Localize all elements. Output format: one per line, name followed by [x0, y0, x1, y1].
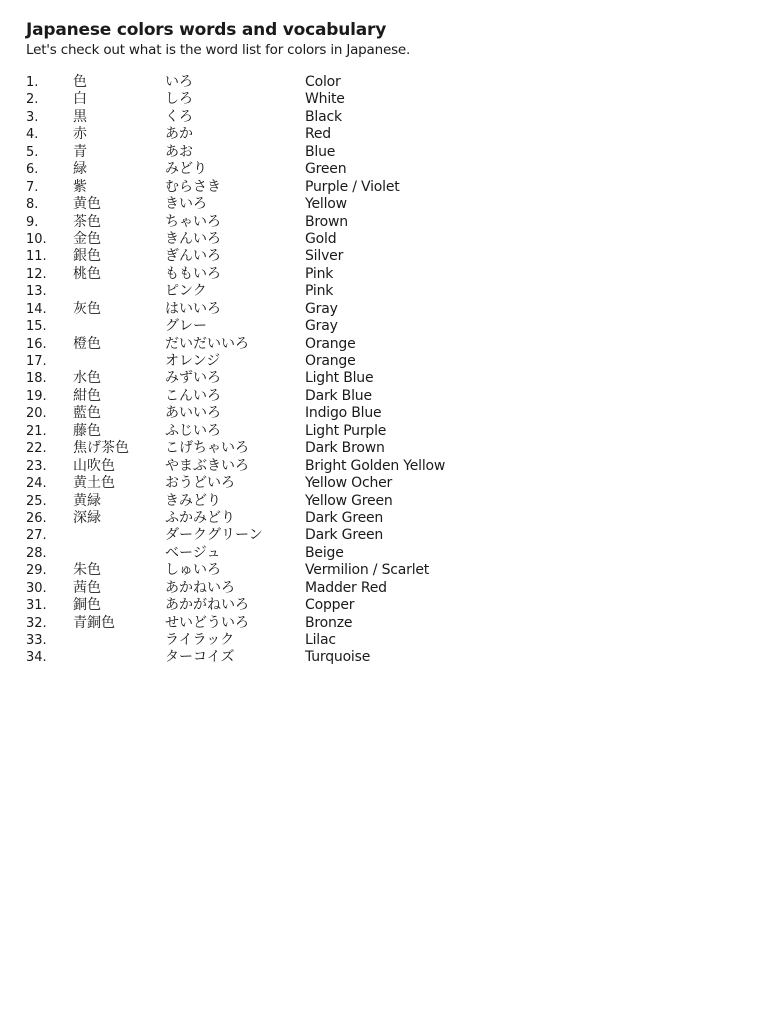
- item-english: Color: [305, 74, 341, 90]
- item-kanji: 白: [73, 91, 87, 108]
- item-number: 10.: [26, 231, 47, 247]
- item-english: Vermilion / Scarlet: [305, 562, 430, 579]
- item-kana: みずいろ: [165, 370, 221, 387]
- item-kanji: 青銅色: [73, 614, 115, 631]
- item-kana: せいどういろ: [165, 614, 249, 631]
- document-page: [26, 18, 746, 666]
- item-kanji: 深緑: [73, 509, 101, 526]
- item-number: 34.: [26, 650, 47, 666]
- item-kanji: 灰色: [73, 300, 101, 317]
- item-kanji: 山吹色: [73, 457, 115, 474]
- item-kanji: 茜色: [73, 579, 101, 596]
- item-kana: ダークグリーン: [165, 527, 263, 544]
- item-kana: きみどり: [165, 492, 221, 509]
- item-kana: しろ: [165, 91, 193, 108]
- list-item: [26, 615, 746, 632]
- list-item: [26, 562, 746, 579]
- item-kana: こんいろ: [165, 387, 221, 404]
- item-kanji: 色: [73, 74, 87, 90]
- item-english: Yellow Green: [305, 492, 393, 509]
- item-kanji: 藤色: [73, 422, 101, 439]
- item-kana: あいいろ: [165, 405, 221, 422]
- item-number: 16.: [26, 336, 47, 352]
- item-english: Dark Brown: [305, 440, 385, 457]
- item-number: 1.: [26, 75, 39, 90]
- list-item: [26, 74, 746, 91]
- item-english: Silver: [305, 248, 344, 265]
- item-kana: ふかみどり: [165, 509, 235, 526]
- item-kana: こげちゃいろ: [165, 440, 249, 457]
- item-kanji: 水色: [73, 370, 101, 387]
- item-kana: あか: [165, 126, 193, 143]
- item-number: 27.: [26, 528, 47, 544]
- item-english: White: [305, 91, 345, 108]
- item-kanji: 黄色: [73, 196, 101, 213]
- item-number: 28.: [26, 545, 47, 561]
- item-number: 31.: [26, 598, 47, 614]
- item-kanji: 黄緑: [73, 492, 101, 509]
- item-english: Purple / Violet: [305, 178, 400, 195]
- list-item: [26, 214, 746, 231]
- item-kana: ライラック: [165, 632, 235, 648]
- item-number: 25.: [26, 493, 47, 509]
- list-item: [26, 91, 746, 108]
- list-item: [26, 318, 746, 335]
- item-kana: ぎんいろ: [165, 248, 221, 265]
- item-kana: グレー: [165, 318, 207, 335]
- list-item: [26, 423, 746, 440]
- list-item: [26, 353, 746, 370]
- page-title: Japanese colors words and vocabulary: [26, 20, 387, 40]
- item-english: Bronze: [305, 614, 353, 631]
- item-english: Yellow: [305, 196, 347, 213]
- item-kana: きんいろ: [165, 230, 221, 247]
- item-number: 21.: [26, 423, 47, 439]
- list-item: [26, 266, 746, 283]
- item-number: 22.: [26, 441, 47, 457]
- item-english: Green: [305, 161, 347, 178]
- list-item: [26, 196, 746, 213]
- item-english: Yellow Ocher: [305, 475, 393, 492]
- item-number: 33.: [26, 633, 47, 648]
- list-item: [26, 179, 746, 196]
- item-number: 9.: [26, 214, 39, 230]
- list-item: [26, 493, 746, 510]
- item-number: 14.: [26, 301, 47, 317]
- item-number: 6.: [26, 162, 39, 178]
- item-number: 12.: [26, 266, 47, 282]
- item-kanji: 緑: [73, 161, 87, 178]
- item-number: 30.: [26, 580, 47, 596]
- item-english: Pink: [305, 265, 334, 282]
- item-kana: オレンジ: [165, 353, 221, 369]
- item-number: 5.: [26, 144, 39, 160]
- item-english: Dark Green: [305, 527, 384, 544]
- item-number: 20.: [26, 406, 47, 422]
- item-kanji: 金色: [73, 230, 101, 247]
- item-number: 19.: [26, 388, 47, 404]
- item-kana: ベージュ: [165, 544, 221, 561]
- item-kana: いろ: [165, 74, 193, 90]
- item-english: Gold: [305, 230, 337, 247]
- item-kana: やまぶきいろ: [165, 457, 249, 474]
- item-kana: ふじいろ: [165, 422, 221, 439]
- item-kana: おうどいろ: [165, 475, 235, 492]
- item-english: Light Purple: [305, 422, 387, 439]
- item-kanji: 黄土色: [73, 475, 115, 492]
- item-number: 24.: [26, 476, 47, 492]
- item-english: Orange: [305, 335, 356, 352]
- item-number: 29.: [26, 563, 47, 579]
- list-item: [26, 405, 746, 422]
- item-kanji: 焦げ茶色: [73, 440, 129, 457]
- list-item: [26, 231, 746, 248]
- item-kanji: 紫: [73, 178, 87, 195]
- item-kana: ターコイズ: [165, 649, 235, 666]
- item-kanji: 赤: [73, 126, 87, 143]
- item-number: 15.: [26, 319, 47, 335]
- item-number: 4.: [26, 127, 39, 143]
- list-item: [26, 580, 746, 597]
- item-english: Gray: [305, 300, 338, 317]
- item-english: Red: [305, 126, 331, 143]
- item-english: Blue: [305, 143, 336, 160]
- list-item: [26, 388, 746, 405]
- list-item: [26, 475, 746, 492]
- item-english: Lilac: [305, 632, 336, 648]
- item-kanji: 橙色: [73, 335, 101, 352]
- item-number: 32.: [26, 615, 47, 631]
- list-item: [26, 109, 746, 126]
- item-number: 11.: [26, 249, 47, 265]
- list-item: [26, 632, 746, 649]
- item-kanji: 銀色: [73, 248, 101, 265]
- item-kana: ピンク: [165, 283, 207, 300]
- item-number: 17.: [26, 354, 47, 369]
- item-kana: みどり: [165, 161, 207, 178]
- item-english: Madder Red: [305, 579, 387, 596]
- item-kana: あかがねいろ: [165, 597, 249, 614]
- list-item: [26, 649, 746, 666]
- item-number: 13.: [26, 284, 47, 300]
- list-item: [26, 336, 746, 353]
- item-english: Bright Golden Yellow: [305, 457, 446, 474]
- item-english: Pink: [305, 283, 334, 300]
- list-item: [26, 144, 746, 161]
- page-subtitle: Let's check out what is the word list for colors in Japanese.: [26, 42, 411, 58]
- list-item: [26, 161, 746, 178]
- item-kana: きいろ: [165, 196, 207, 213]
- item-english: Copper: [305, 597, 355, 614]
- item-english: Brown: [305, 213, 348, 230]
- item-number: 8.: [26, 197, 39, 213]
- item-number: 26.: [26, 510, 47, 526]
- item-kana: ももいろ: [165, 265, 221, 282]
- item-english: Light Blue: [305, 370, 374, 387]
- item-kanji: 青: [73, 143, 87, 160]
- color-word-list: [26, 74, 746, 667]
- item-kanji: 桃色: [73, 265, 101, 282]
- item-kanji: 黒: [73, 108, 87, 125]
- item-english: Gray: [305, 318, 338, 335]
- item-kana: だいだいいろ: [165, 335, 249, 352]
- item-number: 3.: [26, 109, 39, 125]
- item-english: Orange: [305, 353, 356, 369]
- item-kana: あかねいろ: [165, 579, 235, 596]
- list-item: [26, 370, 746, 387]
- item-english: Black: [305, 108, 342, 125]
- item-english: Dark Blue: [305, 387, 372, 404]
- item-english: Dark Green: [305, 509, 384, 526]
- item-kanji: 藍色: [73, 405, 101, 422]
- list-item: [26, 301, 746, 318]
- item-kana: ちゃいろ: [165, 213, 221, 230]
- list-item: [26, 458, 746, 475]
- item-kana: あお: [165, 143, 193, 160]
- item-kana: はいいろ: [165, 300, 221, 317]
- list-item: [26, 248, 746, 265]
- item-english: Turquoise: [305, 649, 371, 666]
- item-kana: しゅいろ: [165, 562, 221, 579]
- list-item: [26, 510, 746, 527]
- item-kanji: 銅色: [73, 597, 101, 614]
- item-number: 7.: [26, 179, 39, 195]
- list-item: [26, 597, 746, 614]
- item-kana: むらさき: [165, 178, 221, 195]
- list-item: [26, 545, 746, 562]
- list-item: [26, 126, 746, 143]
- item-number: 23.: [26, 458, 47, 474]
- list-item: [26, 440, 746, 457]
- item-number: 18.: [26, 371, 47, 387]
- item-number: 2.: [26, 92, 39, 108]
- item-kanji: 茶色: [73, 213, 101, 230]
- item-kana: くろ: [165, 108, 193, 125]
- item-english: Indigo Blue: [305, 405, 382, 422]
- item-kanji: 朱色: [73, 562, 101, 579]
- list-item: [26, 527, 746, 544]
- item-kanji: 紺色: [73, 387, 101, 404]
- item-english: Beige: [305, 544, 344, 561]
- list-item: [26, 283, 746, 300]
